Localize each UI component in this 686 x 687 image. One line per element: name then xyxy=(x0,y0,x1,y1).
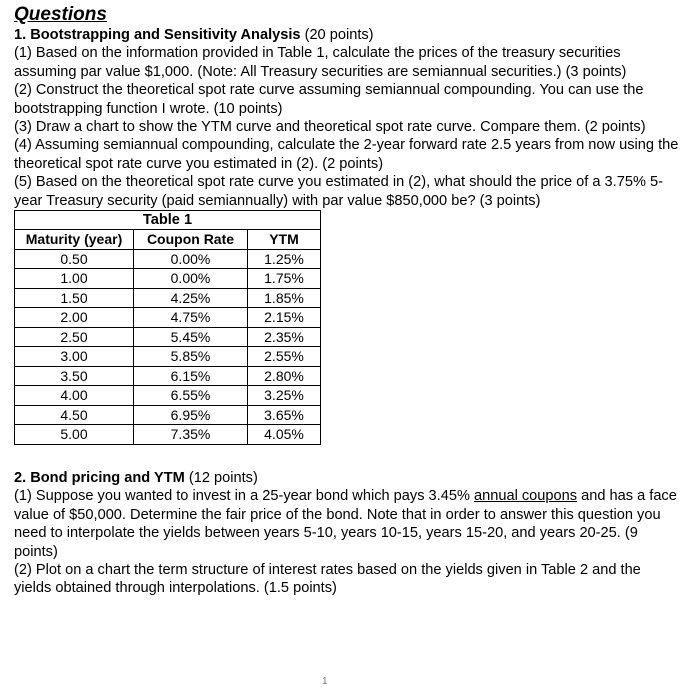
table-1-caption: Table 1 xyxy=(142,212,193,229)
ytm-cell: 2.55% xyxy=(248,347,321,367)
section-1-title: 1. Bootstrapping and Sensitivity Analysis xyxy=(14,27,301,43)
question-2-1-text-start: (1) Suppose you wanted to invest in a 25-year bond which pays 3.45% xyxy=(14,488,474,505)
ytm-cell: 4.05% xyxy=(248,425,321,444)
table-row xyxy=(15,386,320,406)
ytm-cell: 1.85% xyxy=(248,288,321,308)
maturity-cell: 1.50 xyxy=(15,288,134,308)
table-row xyxy=(15,288,320,308)
coupon-cell: 5.85% xyxy=(134,347,248,367)
ytm-cell: 3.65% xyxy=(248,405,321,425)
table-1-body xyxy=(15,249,320,444)
coupon-cell: 4.25% xyxy=(134,288,248,308)
maturity-cell: 4.50 xyxy=(15,405,134,425)
coupon-cell: 6.15% xyxy=(134,366,248,386)
table-row xyxy=(15,405,320,425)
table-row xyxy=(15,425,320,444)
document-page xyxy=(14,3,679,598)
section-2-title: 2. Bond pricing and YTM xyxy=(14,469,185,486)
table-row xyxy=(15,269,320,289)
question-1-5: (5) Based on the theoretical spot rate curve you estimated in (2), what should the price of a 3.75% 5-year Treasury security (paid semiannually) with par value $850,000 be? (3 points) xyxy=(14,174,663,209)
header-maturity: Maturity (year) xyxy=(15,230,134,250)
coupon-cell: 4.75% xyxy=(134,308,248,328)
coupon-cell: 0.00% xyxy=(134,249,248,269)
table-row xyxy=(15,308,320,328)
question-1-2: (2) Construct the theoretical spot rate curve assuming semiannual compounding. You can use the bootstrapping function I wrote. (10 points) xyxy=(14,82,644,117)
table-row xyxy=(15,366,320,386)
coupon-cell: 6.95% xyxy=(134,405,248,425)
page-number: 1 xyxy=(322,676,328,687)
coupon-cell: 5.45% xyxy=(134,327,248,347)
section-1-points: (20 points) xyxy=(300,27,374,43)
question-1-4: (4) Assuming semiannual compounding, calculate the 2-year forward rate 2.5 years from now using the theoretical spot rate curve you estimated in (2). (2 points) xyxy=(14,137,679,172)
ytm-cell: 1.75% xyxy=(248,269,321,289)
question-1-1: (1) Based on the information provided in Table 1, calculate the prices of the treasury securities assuming par value $1,000. (Note: All Treasury securities are semiannual securities.) (3 points) xyxy=(14,45,627,80)
table-row xyxy=(15,347,320,367)
maturity-cell: 2.00 xyxy=(15,308,134,328)
ytm-cell: 2.35% xyxy=(248,327,321,347)
question-2-2: (2) Plot on a chart the term structure of interest rates based on the yields given in Table 2 and the yields obtained through interpolations. (1.5 points) xyxy=(14,562,641,597)
header-ytm: YTM xyxy=(248,230,321,250)
ytm-cell: 2.15% xyxy=(248,308,321,328)
page-heading: Questions xyxy=(14,4,107,25)
maturity-cell: 2.50 xyxy=(15,327,134,347)
header-coupon-rate: Coupon Rate xyxy=(134,230,248,250)
section-1 xyxy=(14,26,679,210)
maturity-cell: 1.00 xyxy=(15,269,134,289)
maturity-cell: 0.50 xyxy=(15,249,134,269)
table-1-frame xyxy=(14,210,321,445)
ytm-cell: 2.80% xyxy=(248,366,321,386)
question-1-3: (3) Draw a chart to show the YTM curve and theoretical spot rate curve. Compare them. (2 points) xyxy=(14,119,646,136)
maturity-cell: 4.00 xyxy=(15,386,134,406)
question-2-1 xyxy=(14,487,679,561)
annual-coupons-underlined: annual coupons xyxy=(473,488,578,505)
maturity-cell: 3.50 xyxy=(15,366,134,386)
ytm-cell: 3.25% xyxy=(248,386,321,406)
coupon-cell: 6.55% xyxy=(134,386,248,406)
coupon-cell: 0.00% xyxy=(134,269,248,289)
ytm-cell: 1.25% xyxy=(248,249,321,269)
table-row xyxy=(15,249,320,269)
table-header-row xyxy=(15,230,320,250)
table-1 xyxy=(15,229,320,444)
maturity-cell: 5.00 xyxy=(15,425,134,444)
table-row xyxy=(15,327,320,347)
section-2 xyxy=(14,469,679,598)
maturity-cell: 3.00 xyxy=(15,347,134,367)
coupon-cell: 7.35% xyxy=(134,425,248,444)
section-2-points: (12 points) xyxy=(184,469,258,486)
question-2-1-text-end: and has a face value of $50,000. Determine the fair price of the bond. Note that in order to answer this question you need to interpolate the yields between years 5-10, years 10-15, years 15-20, and years 20-25. (9 points) xyxy=(14,488,677,560)
